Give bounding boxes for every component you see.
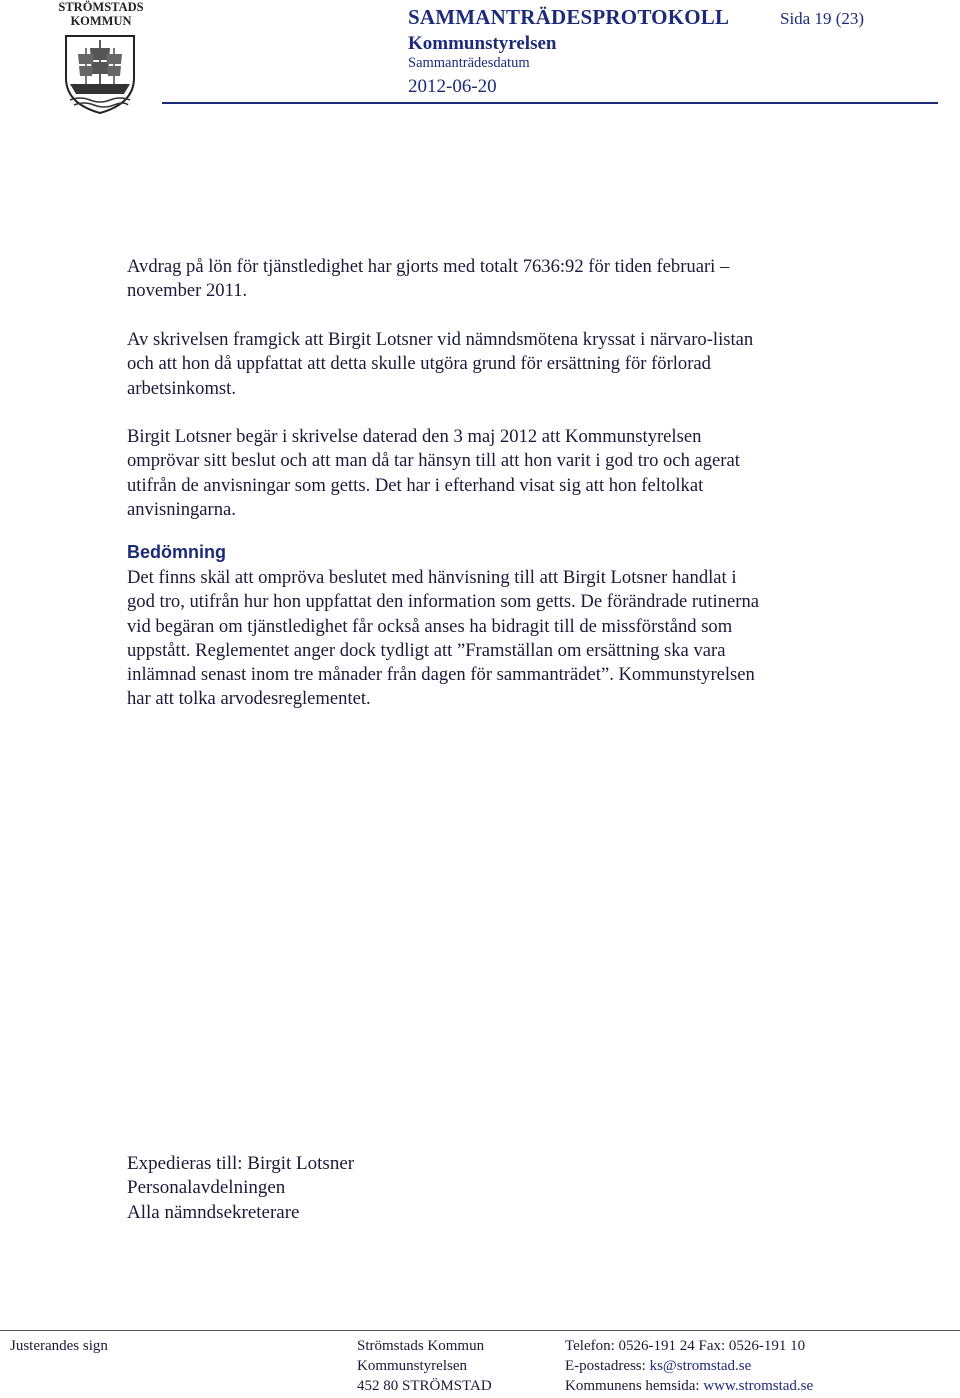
distribution-recipient: Personalavdelningen: [127, 1177, 286, 1199]
header-divider: [162, 102, 938, 104]
page-number: Sida 19 (23): [780, 9, 865, 28]
distribution-recipient: Alla nämndsekreterare: [127, 1201, 300, 1223]
coat-of-arms-ship-icon: [60, 34, 140, 114]
footer-phone-fax: Telefon: 0526-191 24 Fax: 0526-191 10: [565, 1338, 806, 1354]
footer-org-unit: Kommunstyrelsen: [357, 1358, 467, 1374]
footer-email-row: [565, 1356, 813, 1376]
paragraph-salary-deduction: Avdrag på lön för tjänstledighet har gjorts med totalt 7636:92 för tiden februari – november 2011.: [127, 256, 730, 302]
municipality-name-line1: STRÖMSTADS: [58, 0, 144, 14]
footer-website-link[interactable]: www.stromstad.se: [703, 1378, 814, 1394]
paragraph-reconsideration-request: Birgit Lotsner begär i skrivelse daterad den 3 maj 2012 att Kommunstyrelsen omprövar sitt beslut och att man då tar hänsyn till att hon varit i god tro och agerat utifrån de anvisningar som getts. Det har i efterhand visat sig att hon feltolkat anvisningarna.: [127, 426, 740, 520]
municipality-name-line2: KOMMUN: [70, 14, 132, 28]
assessment-heading: Bedömning: [127, 542, 226, 562]
adjuster-signature-label: Justerandes sign: [10, 1338, 108, 1354]
footer-divider: [0, 1330, 960, 1331]
document-title: SAMMANTRÄDESPROTOKOLL: [408, 5, 730, 29]
distribution-recipient: Expedieras till: Birgit Lotsner: [127, 1153, 355, 1174]
municipality-name: [52, 0, 150, 28]
footer-email-label: E-postadress:: [565, 1358, 650, 1374]
paragraph-letter-content: Av skrivelsen framgick att Birgit Lotsner vid nämndsmötena kryssat i närvaro-listan och att hon då uppfattat att detta skulle utgöra grund för ersättning för förlorad arbetsinkomst.: [127, 329, 754, 399]
footer-contact: [565, 1336, 813, 1396]
footer-org-address: 452 80 STRÖMSTAD: [357, 1378, 492, 1394]
paragraph-assessment: Det finns skäl att ompröva beslutet med hänvisning till att Birgit Lotsner handlat i god tro, utifrån hur hon uppfattat den information som getts. De förändrade rutinerna vid begäran om tjänstledighet får också anses ha bidragit till de missförstånd som uppstått. Reglementet anger dock tydligt att ”Framställan om ersättning ska vara inlämnad senast inom tre månader från dagen för sammanträdet”. Kommunstyrelsen har att tolka arvodesreglementet.: [127, 567, 760, 710]
footer-website-label: Kommunens hemsida:: [565, 1378, 704, 1394]
meeting-date-label: Sammanträdesdatum: [408, 55, 530, 71]
footer-org-name: Strömstads Kommun: [357, 1338, 485, 1354]
footer-email-link[interactable]: ks@stromstad.se: [649, 1358, 752, 1374]
distribution-list: [127, 1152, 354, 1225]
footer-organization: [357, 1336, 492, 1396]
meeting-date: 2012-06-20: [408, 76, 497, 97]
footer-website-row: [565, 1376, 813, 1396]
committee-name: Kommunstyrelsen: [408, 33, 557, 54]
